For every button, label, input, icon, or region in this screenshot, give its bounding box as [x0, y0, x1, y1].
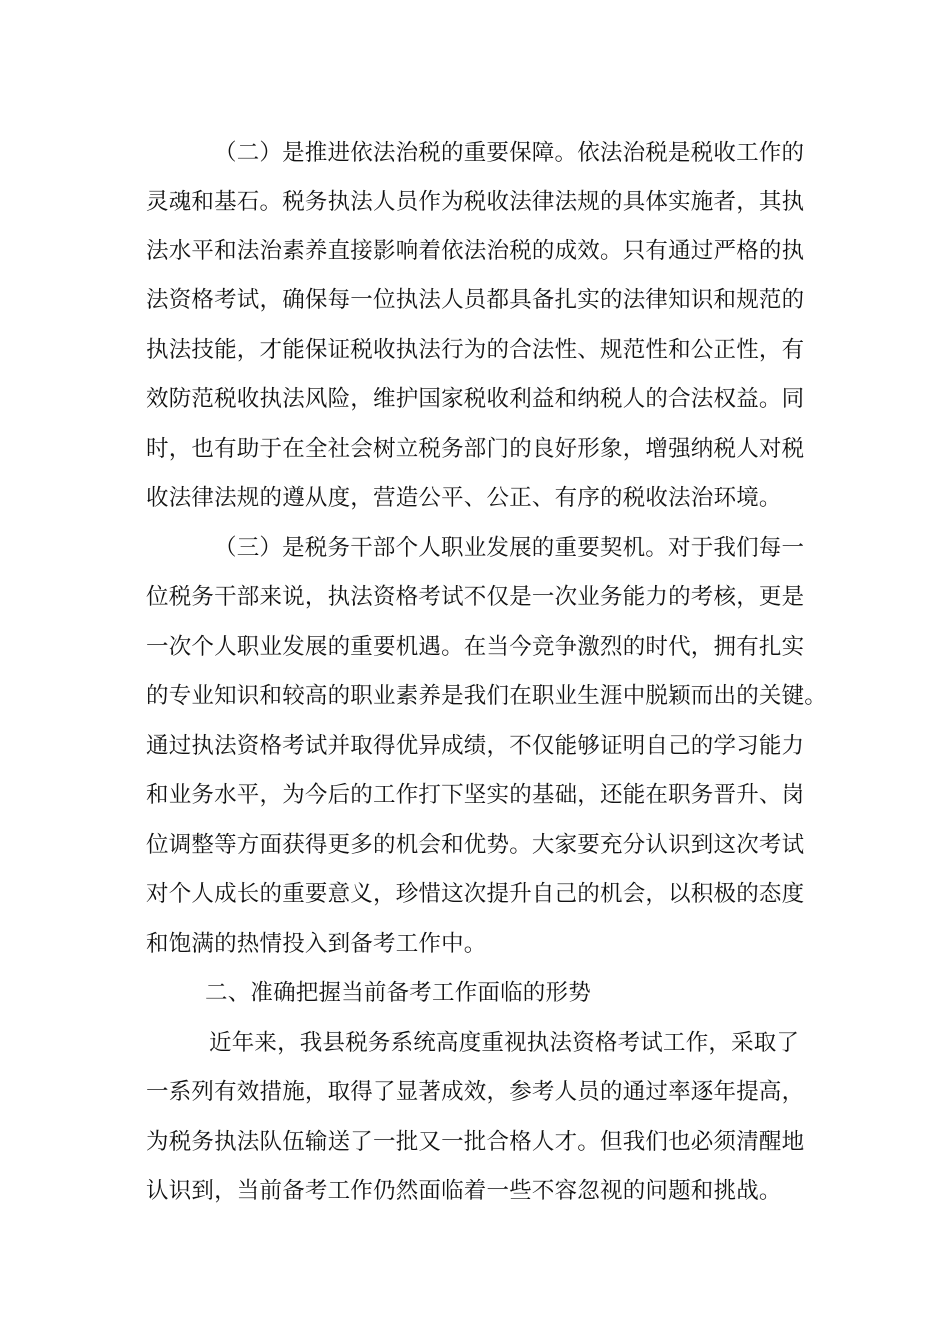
paragraph-3-line-6: 和业务水平，为今后的工作打下坚实的基础，还能在职务晋升、岗 — [146, 782, 805, 808]
paragraph-3-line-4: 的专业知识和较高的职业素养是我们在职业生涯中脱颖而出的关键。 — [146, 683, 828, 709]
paragraph-4-line-1: 近年来，我县税务系统高度重视执法资格考试工作，采取了 — [209, 1030, 800, 1056]
paragraph-2-line-5: 执法技能，才能保证税收执法行为的合法性、规范性和公正性，有 — [146, 337, 805, 363]
paragraph-2-line-1: （二）是推进依法治税的重要保障。依法治税是税收工作的 — [214, 140, 805, 166]
paragraph-2-line-2: 灵魂和基石。税务执法人员作为税收法律法规的具体实施者，其执 — [146, 189, 805, 215]
paragraph-4-line-2: 一系列有效措施，取得了显著成效，参考人员的通过率逐年提高， — [146, 1079, 805, 1105]
paragraph-3-line-8: 对个人成长的重要意义，珍惜这次提升自己的机会，以积极的态度 — [146, 881, 805, 907]
paragraph-2-line-8: 收法律法规的遵从度，营造公平、公正、有序的税收法治环境。 — [146, 485, 782, 511]
paragraph-2-line-4: 法资格考试，确保每一位执法人员都具备扎实的法律知识和规范的 — [146, 287, 805, 313]
paragraph-3-line-3: 一次个人职业发展的重要机遇。在当今竞争激烈的时代，拥有扎实 — [146, 634, 805, 660]
paragraph-2-line-3: 法水平和法治素养直接影响着依法治税的成效。只有通过严格的执 — [146, 238, 805, 264]
paragraph-3-line-9: 和饱满的热情投入到备考工作中。 — [146, 931, 487, 957]
paragraph-3-line-5: 通过执法资格考试并取得优异成绩，不仅能够证明自己的学习能力 — [146, 733, 805, 759]
paragraph-2-line-6: 效防范税收执法风险，维护国家税收利益和纳税人的合法权益。同 — [146, 386, 805, 412]
paragraph-2-line-7: 时，也有助于在全社会树立税务部门的良好形象，增强纳税人对税 — [146, 436, 805, 462]
paragraph-4-line-3: 为税务执法队伍输送了一批又一批合格人才。但我们也必须清醒地 — [146, 1129, 805, 1155]
paragraph-3-line-2: 位税务干部来说，执法资格考试不仅是一次业务能力的考核，更是 — [146, 584, 805, 610]
paragraph-4-line-4: 认识到，当前备考工作仍然面临着一些不容忽视的问题和挑战。 — [146, 1178, 782, 1204]
paragraph-3-line-1: （三）是税务干部个人职业发展的重要契机。对于我们每一 — [214, 535, 805, 561]
paragraph-3-line-7: 位调整等方面获得更多的机会和优势。大家要充分认识到这次考试 — [146, 832, 805, 858]
section-heading: 二、准确把握当前备考工作面临的形势 — [205, 980, 591, 1006]
